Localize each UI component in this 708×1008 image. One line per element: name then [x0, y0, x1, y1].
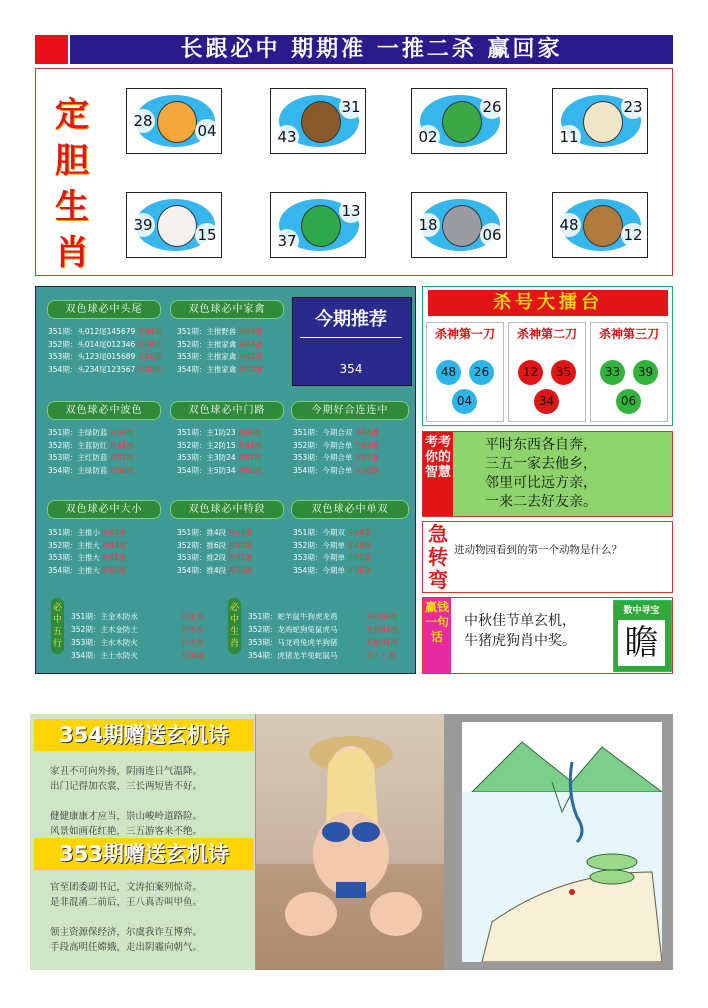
- forecast-pick: 354期：今期单: [293, 565, 345, 575]
- kill-column-label: 杀神第二刀: [516, 327, 577, 341]
- kill-number-ball: 06: [616, 389, 641, 414]
- zodiac-number: 04: [195, 119, 219, 143]
- forecast-pick: 353期：今期单: [293, 553, 345, 562]
- zodiac-number: 39: [131, 213, 155, 237]
- kill-column-label: 杀神第三刀: [598, 327, 659, 341]
- forecast-row: [177, 440, 262, 453]
- forecast-result: 开44准: [109, 440, 134, 450]
- forecast-row: [177, 527, 253, 540]
- forecast-result: 开狗44准: [366, 625, 399, 634]
- forecast-pick: 352期：主推家禽: [177, 339, 237, 349]
- tiger-icon: [157, 101, 197, 143]
- forecast-result: 开04准: [101, 528, 127, 537]
- forecast-row: [48, 527, 126, 540]
- forecast-pick: 351期：主推野兽: [177, 327, 237, 336]
- forecast-result: 开蛇01准: [366, 638, 399, 647]
- brain-teaser-tag: 急转弯: [428, 522, 448, 592]
- kill-number-ball: 39: [633, 360, 658, 385]
- forecast-pick: 352期：推6段: [177, 540, 227, 550]
- landscape-drawing: [462, 722, 662, 962]
- kill-column-label: 杀神第一刀: [434, 327, 495, 341]
- wuxing-tag: 必中五行: [51, 598, 64, 654]
- brain-teaser-text: 进动物园看到的第一个动物是什么？: [454, 544, 622, 556]
- forecast-result: 开04准: [237, 428, 263, 437]
- forecast-row: [293, 452, 379, 465]
- forecast-result: 开00准: [181, 651, 206, 660]
- forecast-pick: 353期：马龙鸡兔虎羊狗猪: [248, 638, 338, 647]
- zodiac-card: [126, 192, 222, 258]
- forecast-result: 开？？准: [366, 651, 396, 660]
- forecast-row: [177, 339, 263, 352]
- win-phrase-tag: 赢钱一句话: [423, 598, 451, 673]
- zodiac-number: 12: [621, 223, 645, 247]
- forecast-row: [48, 540, 126, 553]
- brain-teaser-box: [422, 521, 673, 593]
- forecast-result: 开01准: [109, 453, 134, 462]
- rabbit-icon: [157, 205, 197, 247]
- forecast-result: 开鸡04准: [366, 612, 399, 621]
- zodiac-card: [411, 192, 507, 258]
- section-size-title: 双色球必中大小: [47, 500, 161, 519]
- rat-icon: [442, 205, 482, 247]
- wisdom-poem: [485, 436, 597, 512]
- forecast-pick: 353期：主红防蓝: [48, 453, 108, 462]
- forecast-result: 开木准: [181, 625, 204, 634]
- forecast-pick: 352期：主2防15: [177, 440, 236, 450]
- section-sum-title: 今期好合连连中: [291, 401, 409, 420]
- forecast-result: 开00准: [109, 465, 134, 475]
- kill-number-ball: 04: [452, 389, 477, 414]
- zodiac-number: 11: [557, 125, 581, 149]
- forecast-pick: 351期：主1防23: [177, 428, 236, 437]
- kill-column: [508, 322, 586, 422]
- kill-number-ball: 48: [436, 360, 461, 385]
- snake-icon: [301, 205, 341, 247]
- poem-line: 是非混淆二前后，王八真否叫甲鱼。: [50, 897, 203, 908]
- forecast-result: 开04准: [346, 528, 372, 537]
- forecast-row: [48, 552, 126, 565]
- forecast-pick: 354期：主推家禽: [177, 364, 237, 374]
- forecast-result: 开44准: [228, 540, 253, 550]
- zodiac-number: 26: [480, 95, 504, 119]
- forecast-row: [177, 326, 263, 339]
- forecast-pick: 352期：主推大: [48, 540, 100, 550]
- forecast-pick: 353期：推2段: [177, 553, 227, 562]
- forecast-result: 开04准: [354, 428, 379, 437]
- forecast-pick: 354期：今期合单: [293, 465, 353, 475]
- forecast-row: [71, 649, 206, 662]
- forecast-row: [71, 610, 206, 623]
- zodiac-card: [270, 88, 366, 154]
- forecast-result: 开00准: [137, 364, 162, 374]
- forecast-result: 开04准: [137, 327, 162, 336]
- forecast-result: 开44准: [238, 339, 263, 349]
- forecast-row: [177, 465, 262, 478]
- poem-line: 手段高明任嫦娥，走出阴霾向朝气。: [50, 942, 203, 953]
- header-title: 长跟必中 期期准 一推二杀 赢回家: [70, 35, 673, 64]
- zodiac-title: 定胆生肖: [55, 95, 89, 273]
- kill-number-ball: 26: [469, 360, 494, 385]
- forecast-result: 开00准: [237, 465, 263, 475]
- section-segment-title: 双色球必中特段: [170, 500, 284, 519]
- forecast-pick: 351期：今期合双: [293, 428, 353, 437]
- section-odd-even-rows: [293, 527, 371, 577]
- forecast-row: [293, 552, 371, 565]
- forecast-row: [177, 452, 262, 465]
- recommend-divider: [300, 337, 402, 338]
- forecast-result: 开00准: [346, 565, 372, 575]
- forecast-pick: 353期：主推大: [48, 553, 100, 562]
- forecast-row: [177, 351, 263, 364]
- forecast-pick: 353期：头123尾015689: [48, 352, 136, 361]
- forecast-row: [48, 339, 162, 352]
- forecast-row: [48, 452, 134, 465]
- forecast-result: 开01准: [228, 553, 253, 562]
- poem-354-title: 354期赠送玄机诗: [34, 719, 254, 751]
- poem-line: 风景如画花红艳，三五游客来不绝。: [50, 826, 203, 837]
- forecast-pick: 351期：推4段: [177, 528, 227, 537]
- forecast-result: 开金准: [181, 612, 204, 621]
- forecast-row: [293, 465, 379, 478]
- forecast-result: 开00准: [228, 565, 253, 575]
- forecast-row: [48, 440, 134, 453]
- forecast-row: [177, 552, 253, 565]
- beach-figure-icon: [256, 714, 444, 970]
- wisdom-tag: 考考你的智慧: [423, 432, 453, 516]
- forecast-result: 开01准: [101, 553, 127, 562]
- forecast-pick: 353期：今期合单: [293, 453, 353, 462]
- forecast-row: [177, 364, 263, 377]
- forecast-row: [48, 427, 134, 440]
- forecast-row: [48, 364, 162, 377]
- zodiac-number: 02: [416, 125, 440, 149]
- section-segment-rows: [177, 527, 253, 577]
- zodiac-card: [411, 88, 507, 154]
- forecast-row: [71, 623, 206, 636]
- section-poultry-title: 双色球必中家禽: [170, 300, 284, 319]
- goat-icon: [583, 101, 623, 143]
- ox-icon: [583, 205, 623, 247]
- forecast-pick: 352期：头014尾012346: [48, 339, 136, 349]
- forecast-result: 开04准: [238, 327, 263, 336]
- forecast-row: [293, 427, 379, 440]
- forecast-result: 开44准: [354, 440, 379, 450]
- forecast-row: [293, 527, 371, 540]
- zodiac-number: 23: [621, 95, 645, 119]
- forecast-pick: 352期：主木金防土: [71, 625, 138, 634]
- zodiac-number: 48: [557, 213, 581, 237]
- wisdom-line: 三五一家去他乡，: [485, 456, 597, 472]
- forecast-pick: 351期：今期双: [293, 528, 345, 537]
- header-red-block: [35, 35, 68, 64]
- forecast-pick: 352期：龙鸡蛇狗兔鼠虎马: [248, 625, 338, 634]
- poem-line: 出门记得加衣裳，三长两短皆不好。: [50, 781, 203, 792]
- zodiac-card: [552, 88, 648, 154]
- forecast-pick: 351期：主绿防蓝: [48, 428, 108, 437]
- forecast-row: [248, 649, 398, 662]
- forecast-pick: 351期：蛇羊鼠牛狗虎龙鸡: [248, 612, 338, 621]
- forecast-result: 开火准: [181, 638, 204, 647]
- forecast-pick: 353期：主3防24: [177, 453, 236, 462]
- forecast-pick: 354期：主推大: [48, 565, 100, 575]
- forecast-result: 开04准: [109, 428, 134, 437]
- forecast-pick: 354期：主绿防蓝: [48, 465, 108, 475]
- forecast-result: 开01准: [237, 453, 263, 462]
- win-phrase-lines: [464, 611, 576, 651]
- section-color-title: 双色球必中波色: [47, 401, 161, 420]
- dragon-icon: [442, 101, 482, 143]
- recommend-title: 今期推荐: [315, 309, 387, 330]
- forecast-row: [48, 465, 134, 478]
- forecast-result: 开01准: [238, 352, 263, 361]
- kill-number-ball: 34: [534, 389, 559, 414]
- forecast-row: [293, 440, 379, 453]
- forecast-result: 开44准: [137, 339, 162, 349]
- wuxing-rows: [71, 610, 206, 662]
- forecast-row: [248, 610, 398, 623]
- recommend-value: 354: [339, 362, 363, 376]
- forecast-row: [293, 565, 371, 578]
- shengxiao-rows: [248, 610, 398, 662]
- forecast-pick: 354期：主5防34: [177, 465, 236, 475]
- kill-column: [426, 322, 504, 422]
- section-route-title: 双色球必中门路: [170, 401, 284, 420]
- forecast-result: 开01准: [354, 453, 379, 462]
- forecast-result: 开01准: [137, 352, 162, 361]
- poem-line: 领主资源保经济，尔虞我诈互博弈。: [50, 927, 203, 938]
- section-route-rows: [177, 427, 262, 477]
- forecast-result: 开00准: [238, 364, 263, 374]
- section-poultry-rows: [177, 326, 263, 376]
- forecast-pick: 352期：今期合单: [293, 440, 353, 450]
- zodiac-number: 15: [195, 223, 219, 247]
- forecast-row: [48, 351, 162, 364]
- treasure-char: 瞻: [618, 620, 665, 666]
- photo-image: [256, 714, 444, 970]
- wisdom-line: 平时东西各自奔，: [485, 437, 597, 453]
- poem-353-text: [50, 880, 202, 955]
- kill-number-ball: 33: [600, 360, 625, 385]
- boar-icon: [301, 101, 341, 143]
- zodiac-number: 06: [480, 223, 504, 247]
- section-odd-even-title: 双色球必中单双: [291, 500, 409, 519]
- forecast-pick: 351期：头012尾145679: [48, 327, 136, 336]
- section-sum-rows: [293, 427, 379, 477]
- wisdom-line: 邻里可比远方亲，: [485, 475, 597, 491]
- zodiac-card: [126, 88, 222, 154]
- forecast-pick: 353期：主推家禽: [177, 352, 237, 361]
- zodiac-number: 28: [131, 109, 155, 133]
- forecast-row: [71, 636, 206, 649]
- poem-gap: [50, 910, 202, 925]
- zodiac-number: 13: [339, 199, 363, 223]
- forecast-result: 开00准: [354, 465, 379, 475]
- poem-line: 家丑不可向外扬，阴雨连日气温降。: [50, 766, 203, 777]
- win-phrase-line: 中秋佳节单玄机，: [464, 613, 576, 629]
- forecast-row: [48, 565, 126, 578]
- poem-gap: [50, 794, 202, 809]
- crane-landscape-icon: [462, 722, 662, 962]
- zodiac-number: 37: [275, 229, 299, 253]
- forecast-pick: 352期：主蓝防红: [48, 440, 108, 450]
- kill-title: 杀号大擂台: [428, 290, 668, 316]
- poem-line: 健健康康才应当，崇山峻岭道路险。: [50, 811, 203, 822]
- forecast-row: [177, 565, 253, 578]
- forecast-result: 开00准: [101, 565, 127, 575]
- forecast-pick: 354期：推4段: [177, 565, 227, 575]
- zodiac-card: [552, 192, 648, 258]
- forecast-row: [177, 540, 253, 553]
- forecast-result: 开01准: [346, 553, 372, 562]
- forecast-pick: 353期：主水木防火: [71, 638, 138, 647]
- forecast-pick: 354期：虎猪龙羊兔蛇鼠马: [248, 651, 338, 660]
- forecast-row: [177, 427, 262, 440]
- forecast-row: [248, 623, 398, 636]
- section-head-tail-title: 双色球必中头尾: [47, 300, 161, 319]
- kill-column: [590, 322, 668, 422]
- zodiac-card: [270, 192, 366, 258]
- poem-line: 官至团委副书记，文涛拍案列惊奇。: [50, 882, 203, 893]
- forecast-pick: 354期：头234尾123567: [48, 364, 136, 374]
- forecast-result: 开44准: [346, 540, 372, 550]
- zodiac-number: 18: [416, 213, 440, 237]
- zodiac-number: 31: [339, 95, 363, 119]
- forecast-pick: 354期：主土水防火: [71, 651, 138, 660]
- forecast-row: [293, 540, 371, 553]
- section-size-rows: [48, 527, 126, 577]
- forecast-result: 开44准: [237, 440, 263, 450]
- kill-number-ball: 35: [551, 360, 576, 385]
- forecast-row: [48, 326, 162, 339]
- zodiac-number: 43: [275, 125, 299, 149]
- section-head-tail-rows: [48, 326, 162, 376]
- forecast-result: 开04准: [228, 528, 253, 537]
- poem-354-text: [50, 764, 202, 839]
- win-phrase-line: 牛猪虎狗肖中奖。: [464, 633, 576, 649]
- forecast-pick: 351期：主推小: [48, 528, 100, 537]
- section-color-rows: [48, 427, 134, 477]
- shengxiao-tag: 必中生肖: [228, 598, 241, 654]
- forecast-pick: 352期：今期单: [293, 540, 345, 550]
- forecast-result: 开44准: [101, 540, 127, 550]
- kill-number-ball: 12: [518, 360, 543, 385]
- forecast-pick: 351期：主金木防水: [71, 612, 138, 621]
- wisdom-line: 一来二去好友亲。: [485, 494, 597, 510]
- poem-353-title: 353期赠送玄机诗: [34, 838, 254, 870]
- treasure-label: 数中寻宝: [623, 606, 660, 616]
- forecast-row: [248, 636, 398, 649]
